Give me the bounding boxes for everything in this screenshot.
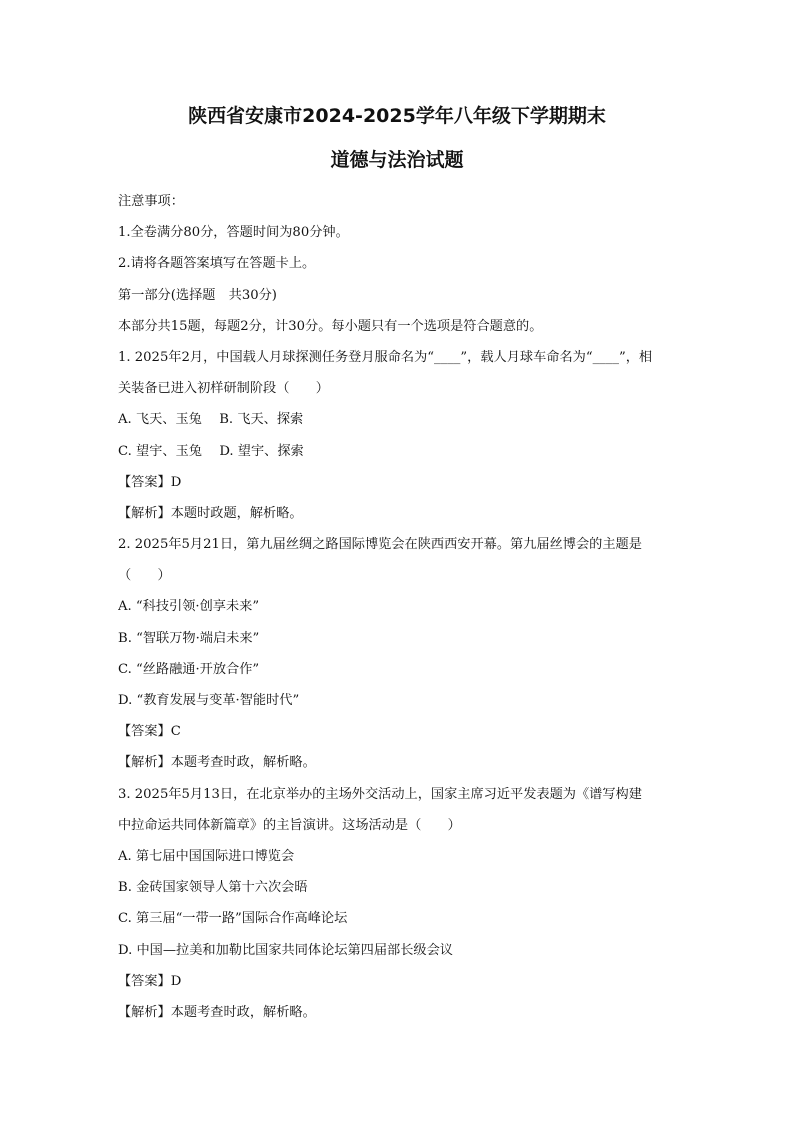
- question-1-answer: 【答案】D: [118, 474, 182, 490]
- part-one-instructions: 本部分共15题，每题2分，计30分。每小题只有一个选项是符合题意的。: [118, 318, 543, 334]
- question-1-stem-line-2: 关装备已进入初样研制阶段（ ）: [118, 381, 329, 397]
- question-2-option-c: C. “丝路融通·开放合作”: [118, 661, 260, 677]
- question-3-stem-line-1: 3. 2025年5月13日，在北京举办的主场外交活动上，国家主席习近平发表题为《谱写构建: [118, 786, 642, 802]
- question-2-option-a: A. “科技引领·创享未来”: [118, 599, 260, 615]
- part-one-heading: 第一部分(选择题 共30分): [118, 287, 277, 303]
- question-1-options-ab: A. 飞天、玉兔 B. 飞天、探索: [118, 412, 304, 428]
- question-3-analysis: 【解析】本题考查时政，解析略。: [118, 1004, 316, 1020]
- question-3-option-b: B. 金砖国家领导人第十六次会晤: [118, 880, 308, 896]
- question-2-option-b: B. “智联万物·端启未来”: [118, 630, 260, 646]
- question-1-options-cd: C. 望宇、玉兔 D. 望宇、探索: [118, 443, 304, 459]
- question-3-option-a: A. 第七届中国国际进口博览会: [118, 848, 295, 864]
- notice-heading: 注意事项：: [118, 194, 184, 209]
- question-2-stem-line-1: 2. 2025年5月21日，第九届丝绸之路国际博览会在陕西西安开幕。第九届丝博会的主题是: [118, 537, 642, 553]
- question-3-answer: 【答案】D: [118, 973, 182, 989]
- page-subtitle: 道德与法治试题: [330, 149, 464, 171]
- question-2-option-d: D. “教育发展与变革·智能时代”: [118, 693, 300, 708]
- question-2-answer: 【答案】C: [118, 724, 181, 740]
- question-3-option-c: C. 第三届“一带一路”国际合作高峰论坛: [118, 911, 348, 927]
- notice-item-2: 2.请将各题答案填写在答题卡上。: [118, 256, 316, 272]
- exam-body: [118, 186, 676, 1028]
- question-1-stem-line-1: 1. 2025年2月，中国载人月球探测任务登月服命名为“____”，载人月球车命名为“____”，相: [118, 349, 653, 365]
- question-3-option-d: D. 中国—拉美和加勒比国家共同体论坛第四届部长级会议: [118, 942, 453, 958]
- notice-item-1: 1.全卷满分80分，答题时间为80分钟。: [118, 225, 349, 241]
- page-title: 陕西省安康市2024-2025学年八年级下学期期末: [188, 105, 606, 127]
- question-2-analysis: 【解析】本题考查时政，解析略。: [118, 755, 316, 771]
- question-3-stem-line-2: 中拉命运共同体新篇章》的主旨演讲。这场活动是（ ）: [118, 817, 461, 833]
- question-1-analysis: 【解析】本题时政题，解析略。: [118, 505, 303, 521]
- question-2-stem-line-2: （ ）: [118, 568, 171, 584]
